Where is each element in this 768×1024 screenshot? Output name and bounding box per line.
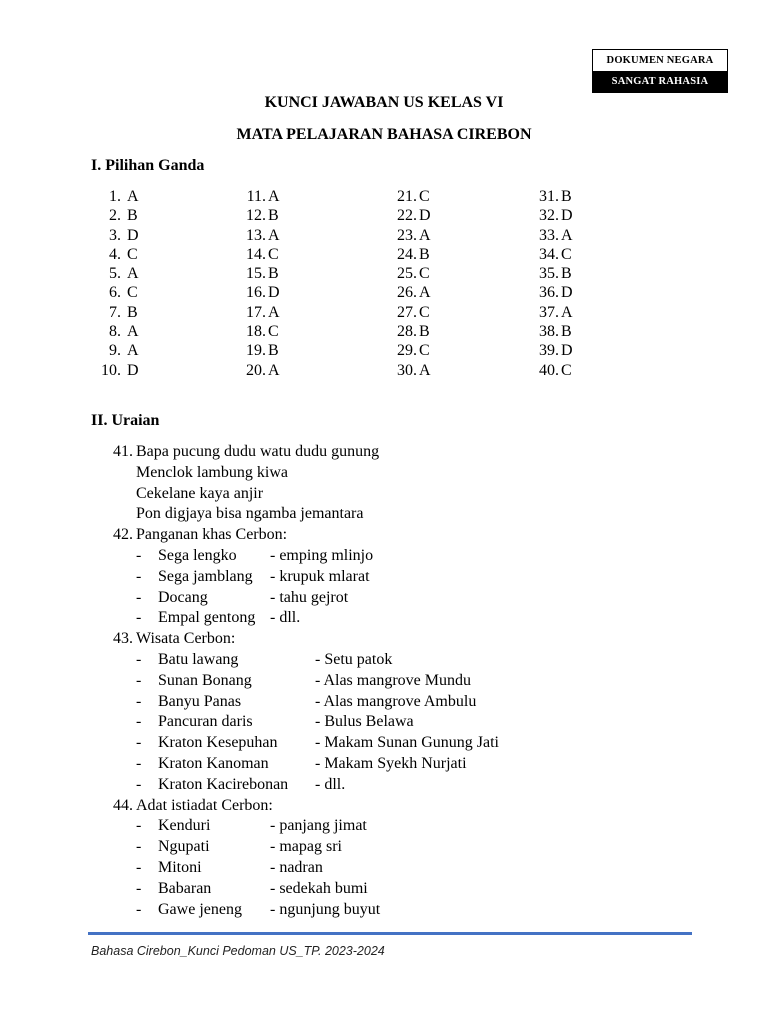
answer-letter: B <box>419 245 430 263</box>
list-item-right: - tahu gejrot <box>270 588 349 606</box>
list-bullet: - <box>136 754 142 772</box>
answer-letter: B <box>268 342 279 360</box>
list-item-right: - Setu patok <box>315 650 393 668</box>
list-item-right: - nadran <box>270 858 323 876</box>
list-item-right: - emping mlinjo <box>270 546 374 564</box>
answer-letter: A <box>127 323 139 341</box>
answer-letter: C <box>561 245 572 263</box>
answer-letter: C <box>127 245 138 263</box>
list-bullet: - <box>136 734 142 752</box>
list-bullet: - <box>136 671 142 689</box>
answer-letter: A <box>419 361 431 379</box>
list-item-left: Kenduri <box>158 817 211 835</box>
answer-letter: C <box>419 342 430 360</box>
question-number: 42. <box>113 526 133 544</box>
list-item-left: Empal gentong <box>158 609 256 627</box>
question-number: 10. <box>101 361 121 379</box>
answer-letter: A <box>127 265 139 283</box>
answer-letter: C <box>561 361 572 379</box>
answer-row <box>244 245 279 264</box>
answer-row <box>101 245 138 264</box>
question-number: 7. <box>109 303 121 321</box>
list-bullet: - <box>136 713 142 731</box>
answer-letter: A <box>268 303 280 321</box>
list-item-right: - mapag sri <box>270 838 342 856</box>
answer-letter: A <box>419 226 431 244</box>
answer-row <box>244 187 280 206</box>
answer-letter: D <box>127 361 139 379</box>
answer-row <box>395 187 430 206</box>
answer-letter: D <box>419 207 431 225</box>
list-bullet: - <box>136 879 142 897</box>
essay-text: Menclok lambung kiwa <box>136 463 288 481</box>
answer-row <box>244 264 279 283</box>
answer-row <box>537 206 573 225</box>
answer-letter: A <box>561 226 573 244</box>
classification-stamp <box>592 49 728 93</box>
question-number: 34. <box>539 245 559 263</box>
list-item-right: - krupuk mlarat <box>270 567 370 585</box>
answer-row <box>537 283 573 302</box>
question-number: 21. <box>397 188 417 205</box>
question-number: 38. <box>539 323 559 341</box>
answer-letter: D <box>561 342 573 360</box>
list-item-right: - ngunjung buyut <box>270 900 381 918</box>
list-bullet: - <box>136 609 142 627</box>
answer-row <box>244 322 279 341</box>
answer-row <box>244 283 280 302</box>
answer-row <box>395 322 430 341</box>
answer-row <box>395 264 430 283</box>
answer-row <box>101 264 139 283</box>
question-number: 32. <box>539 207 559 225</box>
question-number: 17. <box>246 303 266 321</box>
answer-letter: A <box>561 303 573 321</box>
answer-letter: D <box>561 284 573 302</box>
answer-row <box>537 187 572 206</box>
answer-row <box>101 303 138 322</box>
answer-letter: C <box>268 245 279 263</box>
answer-row <box>244 226 280 245</box>
list-item-left: Sega jamblang <box>158 567 253 585</box>
answer-row <box>395 283 431 302</box>
answer-letter: D <box>561 207 573 225</box>
answer-letter: B <box>561 188 572 205</box>
question-number: 9. <box>109 342 121 360</box>
answer-letter: C <box>268 323 279 341</box>
list-item-right: - dll. <box>315 775 346 793</box>
answer-row <box>244 303 280 322</box>
list-item-right: - sedekah bumi <box>270 879 368 897</box>
list-item-left: Sega lengko <box>158 546 237 564</box>
answer-row <box>395 303 430 322</box>
question-number: 14. <box>246 245 266 263</box>
list-item-right: - Alas mangrove Ambulu <box>315 692 477 710</box>
answer-row <box>101 226 139 245</box>
question-number: 15. <box>246 265 266 283</box>
answer-row <box>101 283 138 302</box>
answer-row <box>537 303 573 322</box>
answer-letter: C <box>419 188 430 205</box>
list-item-right: - dll. <box>270 609 301 627</box>
answer-row <box>244 361 280 380</box>
answer-letter: B <box>268 207 279 225</box>
answer-letter: D <box>268 284 280 302</box>
answer-row <box>537 245 572 264</box>
answer-letter: B <box>127 207 138 225</box>
essay-text: Cekelane kaya anjir <box>136 484 264 502</box>
answer-letter: A <box>419 284 431 302</box>
list-item-left: Kraton Kanoman <box>158 754 269 772</box>
answer-row <box>537 226 573 245</box>
question-number: 30. <box>397 361 417 379</box>
question-title: Wisata Cerbon: <box>136 630 236 648</box>
answer-row <box>244 206 279 225</box>
question-number: 40. <box>539 361 559 379</box>
answer-row <box>537 341 573 360</box>
list-item-right: - Makam Sunan Gunung Jati <box>315 734 499 752</box>
answer-letter: A <box>268 361 280 379</box>
list-item-left: Kraton Kesepuhan <box>158 734 278 752</box>
document-subtitle: MATA PELAJARAN BAHASA CIREBON <box>236 126 532 143</box>
question-number: 8. <box>109 323 121 341</box>
answer-row <box>101 361 139 380</box>
answer-row <box>537 264 572 283</box>
answer-column <box>244 187 280 380</box>
list-item-left: Babaran <box>158 879 212 897</box>
question-number: 18. <box>246 323 266 341</box>
answer-row <box>395 341 430 360</box>
section-heading-essay: II. Uraian <box>91 412 160 429</box>
question-title: Panganan khas Cerbon: <box>136 526 288 544</box>
answer-letter: B <box>561 265 572 283</box>
question-title: Adat istiadat Cerbon: <box>136 796 273 814</box>
question-number: 5. <box>109 265 121 283</box>
answer-row <box>395 361 431 380</box>
document-title: KUNCI JAWABAN US KELAS VI <box>264 94 504 111</box>
answer-letter: B <box>127 303 138 321</box>
list-item-left: Kraton Kacirebonan <box>158 775 289 793</box>
list-bullet: - <box>136 588 142 606</box>
list-bullet: - <box>136 692 142 710</box>
list-item-right: - panjang jimat <box>270 817 367 835</box>
question-number: 13. <box>246 226 266 244</box>
question-number: 16. <box>246 284 266 302</box>
list-item-left: Sunan Bonang <box>158 671 252 689</box>
answer-row <box>101 322 139 341</box>
question-number: 35. <box>539 265 559 283</box>
question-number: 22. <box>397 207 417 225</box>
answer-row <box>244 341 279 360</box>
list-item-left: Mitoni <box>158 858 202 876</box>
list-item-left: Banyu Panas <box>158 692 242 710</box>
question-number: 31. <box>539 188 559 205</box>
answer-letter: B <box>268 265 279 283</box>
question-number: 12. <box>246 207 266 225</box>
list-bullet: - <box>136 817 142 835</box>
question-number: 33. <box>539 226 559 244</box>
answer-row <box>101 341 139 360</box>
question-number: 29. <box>397 342 417 360</box>
essay-text: Pon digjaya bisa ngamba jemantara <box>136 505 364 523</box>
list-item-left: Gawe jeneng <box>158 900 242 918</box>
answer-row <box>101 187 139 206</box>
question-number: 19. <box>246 342 266 360</box>
answer-row <box>395 226 431 245</box>
answer-letter: B <box>419 323 430 341</box>
list-bullet: - <box>136 858 142 876</box>
answer-letter: C <box>127 284 138 302</box>
answer-row <box>395 245 430 264</box>
list-bullet: - <box>136 650 142 668</box>
answer-letter: A <box>127 188 139 205</box>
answer-letter: C <box>419 303 430 321</box>
section-heading-multiple-choice: I. Pilihan Ganda <box>91 157 205 174</box>
answer-letter: A <box>127 342 139 360</box>
question-number: 6. <box>109 284 121 302</box>
answer-letter: B <box>561 323 572 341</box>
list-bullet: - <box>136 838 142 856</box>
list-bullet: - <box>136 546 142 564</box>
answer-row <box>537 361 572 380</box>
list-item-left: Ngupati <box>158 838 210 856</box>
question-number: 44. <box>113 796 133 814</box>
answer-letter: C <box>419 265 430 283</box>
question-number: 24. <box>397 245 417 263</box>
question-number: 2. <box>109 207 121 225</box>
question-number: 36. <box>539 284 559 302</box>
question-number: 43. <box>113 630 133 648</box>
answer-row <box>395 206 431 225</box>
question-number: 3. <box>109 226 121 244</box>
question-number: 25. <box>397 265 417 283</box>
answer-column <box>537 187 573 380</box>
question-number: 4. <box>109 245 121 263</box>
list-bullet: - <box>136 567 142 585</box>
answer-row <box>101 206 138 225</box>
question-number: 37. <box>539 303 559 321</box>
answer-column <box>101 187 139 380</box>
page-footer: Bahasa Cirebon_Kunci Pedoman US_TP. 2023-2024 <box>91 944 385 958</box>
answer-letter: A <box>268 226 280 244</box>
list-item-right: - Alas mangrove Mundu <box>315 671 471 689</box>
list-bullet: - <box>136 900 142 918</box>
question-number: 41. <box>113 443 133 460</box>
list-item-right: - Bulus Belawa <box>315 713 414 731</box>
answer-letter: D <box>127 226 139 244</box>
question-number: 20. <box>246 361 266 379</box>
answer-letter: A <box>268 188 280 205</box>
list-item-left: Batu lawang <box>158 650 239 668</box>
list-item-left: Pancuran daris <box>158 713 253 731</box>
question-number: 39. <box>539 342 559 360</box>
question-number: 11. <box>246 188 266 205</box>
answer-row <box>537 322 572 341</box>
list-bullet: - <box>136 775 142 793</box>
question-number: 26. <box>397 284 417 302</box>
question-number: 23. <box>397 226 417 244</box>
question-number: 27. <box>397 303 417 321</box>
answer-column <box>395 187 431 380</box>
stamp-line-2: SANGAT RAHASIA <box>593 71 727 92</box>
footer-rule <box>88 932 692 935</box>
list-item-left: Docang <box>158 588 208 606</box>
question-number: 1. <box>109 188 121 205</box>
stamp-line-1: DOKUMEN NEGARA <box>606 55 714 66</box>
essay-text: Bapa pucung dudu watu dudu gunung <box>136 443 380 460</box>
question-number: 28. <box>397 323 417 341</box>
list-item-right: - Makam Syekh Nurjati <box>315 754 467 772</box>
